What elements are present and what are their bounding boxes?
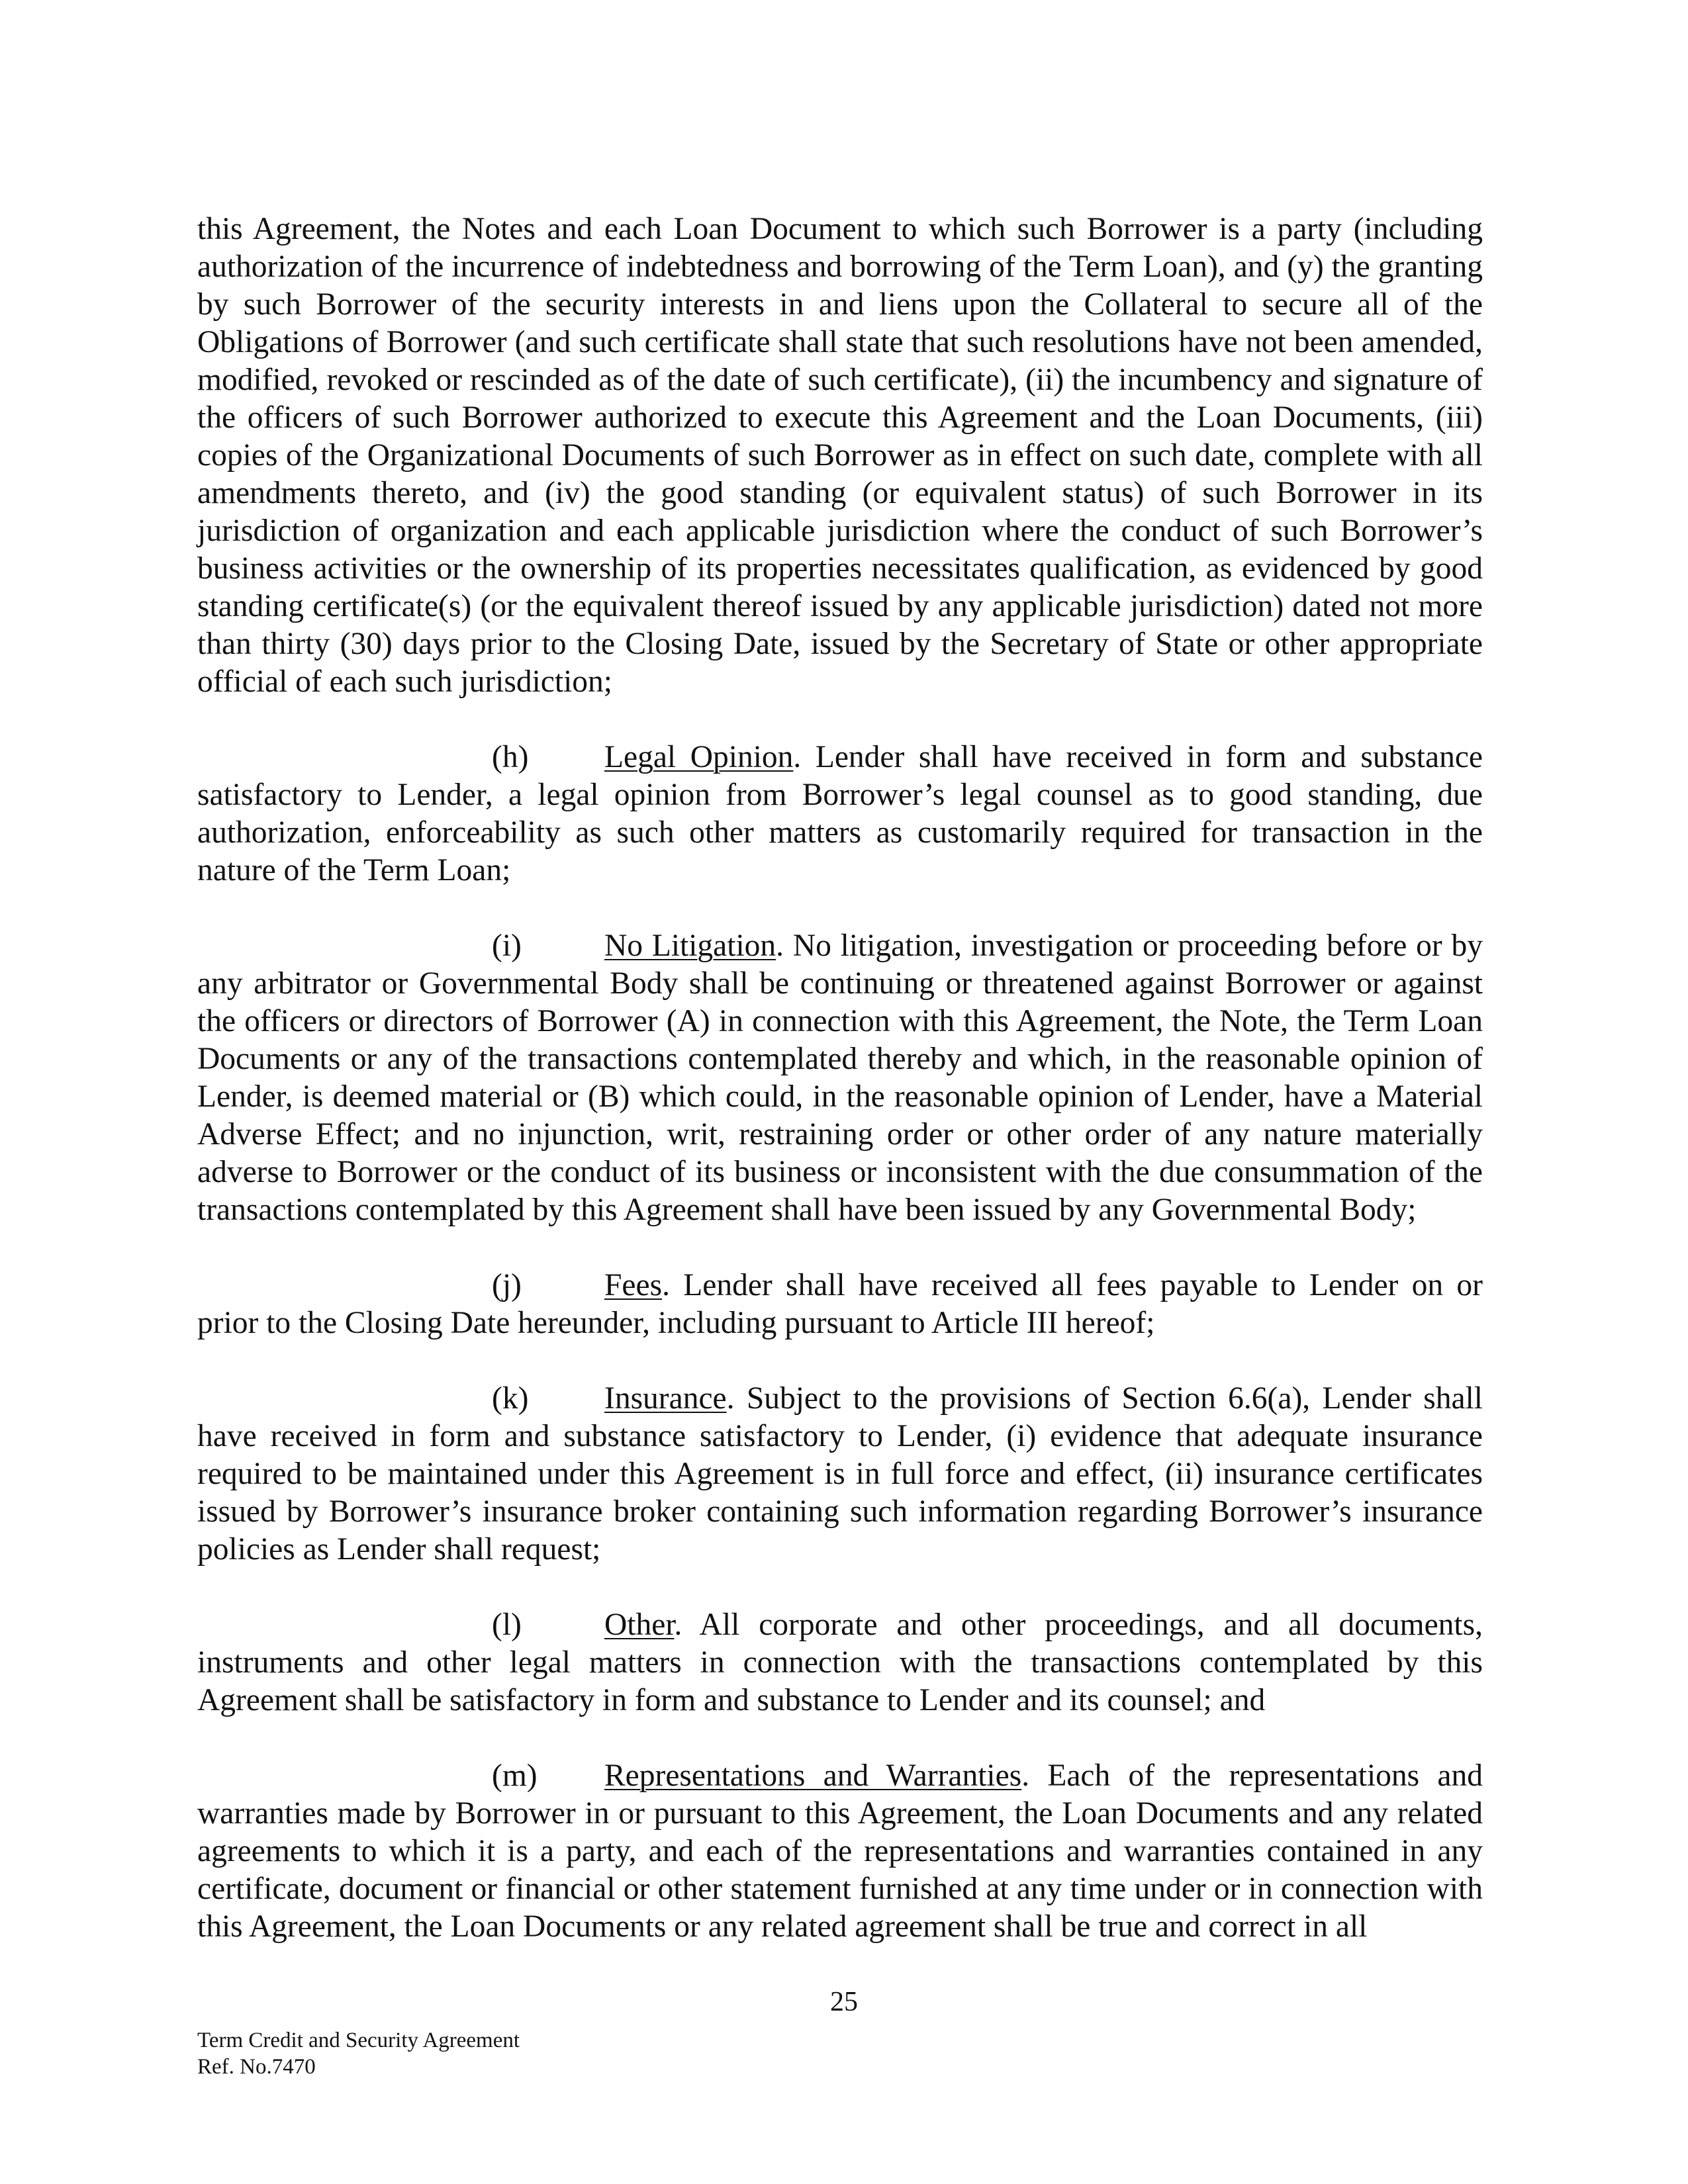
clause-j-fees xyxy=(197,1267,1483,1342)
clause-label: (i) xyxy=(492,929,522,963)
clause-k-insurance xyxy=(197,1380,1483,1569)
page-number: 25 xyxy=(830,1987,858,2017)
clause-label: (h) xyxy=(492,740,529,774)
clause-h-legal-opinion xyxy=(197,739,1483,889)
clause-l-other xyxy=(197,1606,1483,1719)
clause-heading: Insurance xyxy=(604,1381,727,1416)
clause-text: . Each of the representations and warranties made by Borrower in or pursuant to this Agreement, the Loan Documents and any related agreements to which it is a party, and each of the representations and warranties contained in any certificate, document or financial or other statement furnished at any time under or in connection with this Agreement, the Loan Documents or any related agreement shall be true and correct in all xyxy=(197,1758,1483,1944)
clause-text: . No litigation, investigation or proceeding before or by any arbitrator or Governmental Body shall be continuing or threatened against Borrower or against the officers or directors of Borrower (A) in connection with this Agreement, the Note, the Term Loan Documents or any of the transactions contemplated thereby and which, in the reasonable opinion of Lender, is deemed material or (B) which could, in the reasonable opinion of Lender, have a Material Adverse Effect; and no injunction, writ, restraining order or other order of any nature materially adverse to Borrower or the conduct of its business or inconsistent with the due consummation of the transactions contemplated by this Agreement shall have been issued by any Governmental Body; xyxy=(197,929,1483,1227)
clause-m-representations-and-warranties xyxy=(197,1757,1483,1946)
clause-label: (j) xyxy=(492,1268,522,1302)
clause-heading: No Litigation xyxy=(604,929,776,963)
clause-text: . Lender shall have received all fees payable to Lender on or prior to the Closing Date hereunder, including pursuant to Article III hereof; xyxy=(197,1268,1483,1340)
clause-heading: Representations and Warranties xyxy=(604,1758,1022,1793)
clause-text: . Subject to the provisions of Section 6.6(a), Lender shall have received in form and substance satisfactory to Lender, (i) evidence that adequate insurance required to be maintained under this Agreement is in full force and effect, (ii) insurance certificates issued by Borrower’s insurance broker containing such information regarding Borrower’s insurance policies as Lender shall request; xyxy=(197,1381,1483,1567)
clause-heading: Legal Opinion xyxy=(604,740,794,774)
footer-reference-number: Ref. No.7470 xyxy=(197,2055,316,2079)
clause-label: (k) xyxy=(492,1381,529,1416)
footer xyxy=(197,2027,520,2080)
clause-i-no-litigation xyxy=(197,927,1483,1229)
clause-heading: Other xyxy=(604,1608,675,1642)
footer-document-title: Term Credit and Security Agreement xyxy=(197,2028,520,2052)
clause-label: (l) xyxy=(492,1608,522,1642)
opening-paragraph: this Agreement, the Notes and each Loan Document to which such Borrower is a party (including authorization of the incurrence of indebtedness and borrowing of the Term Loan), and (y) the granting by such Borrower of the security interests in and liens upon the Collateral to secure all of the Obligations of Borrower (and such certificate shall state that such resolutions have not been amended, modified, revoked or rescinded as of the date of such certificate), (ii) the incumbency and signature of the officers of such Borrower authorized to execute this Agreement and the Loan Documents, (iii) copies of the Organizational Documents of such Borrower as in effect on such date, complete with all amendments thereto, and (iv) the good standing (or equivalent status) of such Borrower in its jurisdiction of organization and each applicable jurisdiction where the conduct of such Borrower’s business activities or the ownership of its properties necessitates qualification, as evidenced by good standing certificate(s) (or the equivalent thereof issued by any applicable jurisdiction) dated not more than thirty (30) days prior to the Closing Date, issued by the Secretary of State or other appropriate official of each such jurisdiction; xyxy=(197,212,1483,699)
clause-label: (m) xyxy=(492,1758,538,1793)
document-body xyxy=(197,210,1483,1946)
clause-text: . All corporate and other proceedings, and all documents, instruments and other legal matters in connection with the transactions contemplated by this Agreement shall be satisfactory in form and substance to Lender and its counsel; and xyxy=(197,1608,1483,1717)
clause-heading: Fees xyxy=(604,1268,663,1302)
clause-text: . Lender shall have received in form and substance satisfactory to Lender, a legal opinion from Borrower’s legal counsel as to good standing, due authorization, enforceability as such other matters as customarily required for transaction in the nature of the Term Loan; xyxy=(197,740,1483,887)
